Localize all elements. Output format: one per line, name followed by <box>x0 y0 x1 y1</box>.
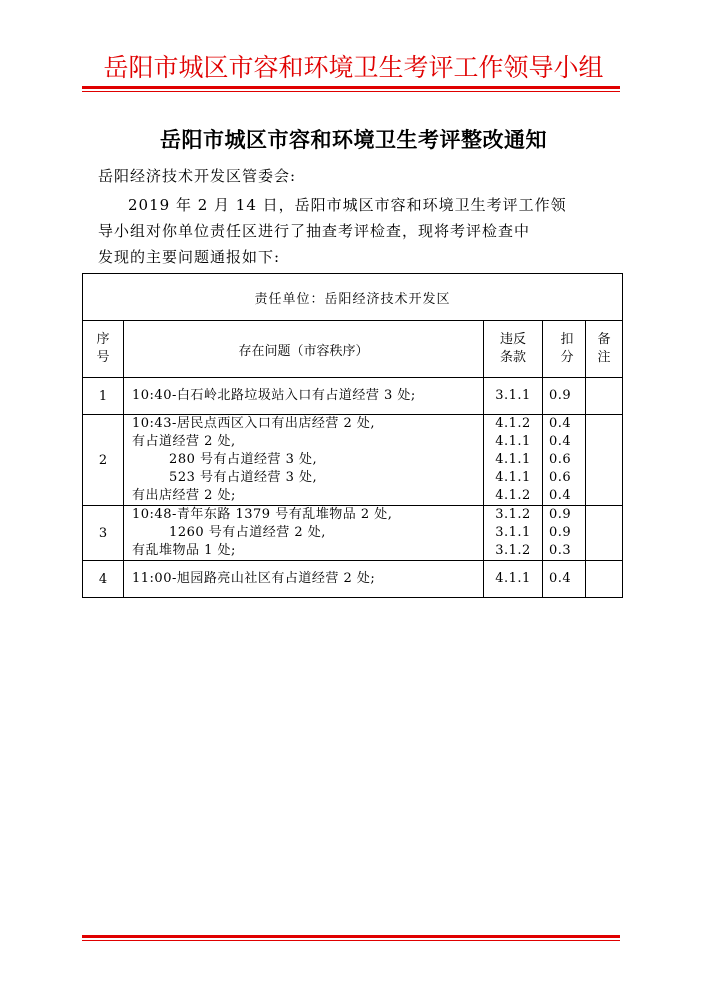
code-line: 4.1.1 <box>495 452 531 467</box>
score-line: 0.3 <box>549 543 572 558</box>
responsible-unit: 责任单位：岳阳经济技术开发区 <box>83 274 623 321</box>
header-no-line: 序 <box>96 332 110 347</box>
score-cell <box>543 378 586 415</box>
issue-line: 523 号有占道经营 3 处, <box>132 470 318 485</box>
table-row <box>83 378 623 415</box>
code-line: 4.1.2 <box>495 488 531 503</box>
code-line: 3.1.2 <box>495 543 531 558</box>
code-cell <box>484 415 543 506</box>
table-row <box>83 561 623 598</box>
notice-recipient: 岳阳经济技术开发区管委会: <box>98 167 297 185</box>
header-no-line: 号 <box>96 350 110 365</box>
notice-body-line: 导小组对你单位责任区进行了抽查考评检查，现将考评检查中 <box>98 222 531 240</box>
code-cell <box>484 561 543 598</box>
header-code-line: 条款 <box>499 350 526 365</box>
notice-body-line: 2019 年 2 月 14 日，岳阳市城区市容和环境卫生考评工作领 <box>128 196 567 214</box>
table-header-row <box>83 321 623 378</box>
footer-rule-thin <box>82 940 620 941</box>
issue-line: 有乱堆物品 1 处; <box>132 543 236 558</box>
row-number: 4 <box>83 561 124 598</box>
issue-line: 1260 号有占道经营 2 处, <box>132 525 326 540</box>
org-header-title: 岳阳市城区市容和环境卫生考评工作领导小组 <box>103 53 604 82</box>
score-line: 0.6 <box>549 452 572 467</box>
header-code <box>484 321 543 378</box>
code-cell <box>484 506 543 561</box>
header-code-line: 违反 <box>499 332 526 347</box>
header-score <box>543 321 586 378</box>
table-row <box>83 415 623 506</box>
header-rule-thin <box>82 91 620 92</box>
score-line: 0.4 <box>549 434 572 449</box>
issue-line: 10:40-白石岭北路垃圾站入口有占道经营 3 处; <box>132 388 416 403</box>
code-line: 4.1.1 <box>495 470 531 485</box>
header-score-line: 扣 <box>560 332 574 347</box>
note-cell <box>586 378 623 415</box>
issue-line: 11:00-旭园路亮山社区有占道经营 2 处; <box>132 571 376 586</box>
inspection-table <box>82 273 623 598</box>
note-cell <box>586 415 623 506</box>
header-score-line: 分 <box>560 350 574 365</box>
score-line: 0.4 <box>549 571 572 586</box>
header-note-line: 备 <box>597 332 611 347</box>
code-cell <box>484 378 543 415</box>
code-line: 3.1.1 <box>495 525 531 540</box>
code-line: 3.1.2 <box>495 507 531 522</box>
notice-title: 岳阳市城区市容和环境卫生考评整改通知 <box>160 128 547 152</box>
issue-cell <box>124 561 484 598</box>
score-cell <box>543 506 586 561</box>
code-line: 4.1.1 <box>495 571 531 586</box>
score-cell <box>543 561 586 598</box>
row-number: 2 <box>83 415 124 506</box>
score-line: 0.6 <box>549 470 572 485</box>
score-cell <box>543 415 586 506</box>
issue-line: 10:48-青年东路 1379 号有乱堆物品 2 处, <box>132 507 393 522</box>
score-line: 0.9 <box>549 507 572 522</box>
score-line: 0.4 <box>549 416 572 431</box>
code-line: 3.1.1 <box>495 388 531 403</box>
row-number: 3 <box>83 506 124 561</box>
issue-cell <box>124 378 484 415</box>
notice-body-line: 发现的主要问题通报如下: <box>98 248 281 266</box>
row-number: 1 <box>83 378 124 415</box>
issue-line: 有占道经营 2 处, <box>132 434 236 449</box>
issue-line: 280 号有占道经营 3 处, <box>132 452 318 467</box>
footer-rule-thick <box>82 935 620 938</box>
issue-cell <box>124 415 484 506</box>
code-line: 4.1.2 <box>495 416 531 431</box>
table-row <box>83 506 623 561</box>
score-line: 0.9 <box>549 525 572 540</box>
issue-cell <box>124 506 484 561</box>
code-line: 4.1.1 <box>495 434 531 449</box>
issue-line: 10:43-居民点西区入口有出店经营 2 处, <box>132 416 376 431</box>
score-line: 0.9 <box>549 388 572 403</box>
header-rule-thick <box>82 86 620 89</box>
header-note-line: 注 <box>597 350 611 365</box>
note-cell <box>586 561 623 598</box>
header-issue: 存在问题（市容秩序） <box>124 321 484 378</box>
issue-line: 有出店经营 2 处; <box>132 488 236 503</box>
notice-body <box>98 192 628 270</box>
note-cell <box>586 506 623 561</box>
score-line: 0.4 <box>549 488 572 503</box>
header-note <box>586 321 623 378</box>
header-no <box>83 321 124 378</box>
